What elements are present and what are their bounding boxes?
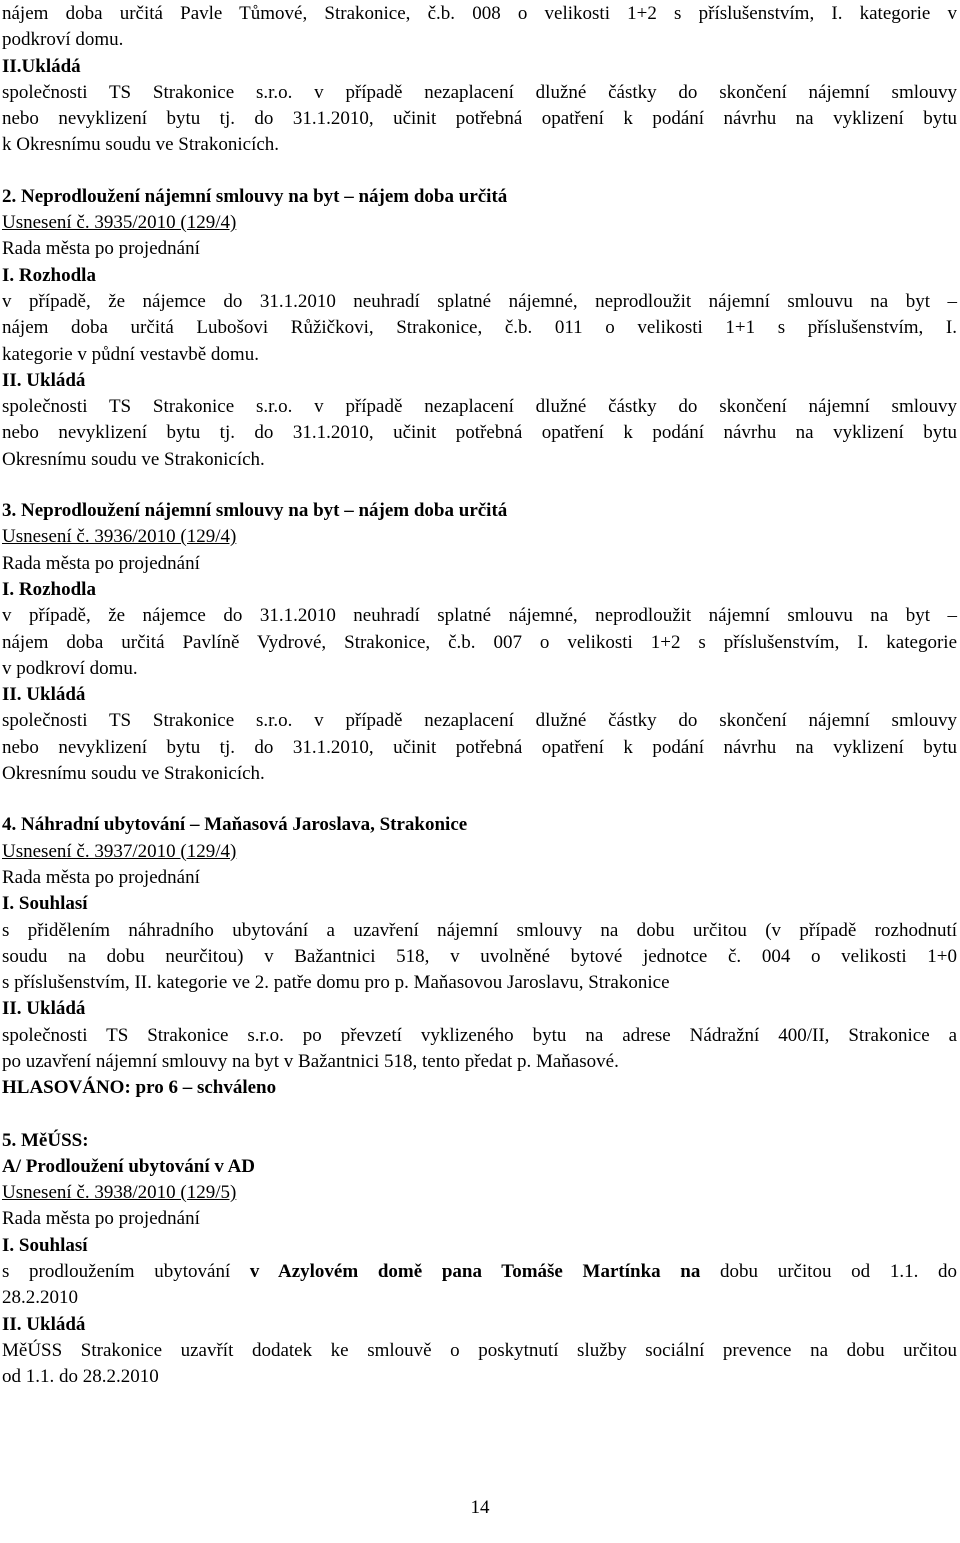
body-line: v podkroví domu. (2, 657, 138, 679)
ukl-heading: II. Ukládá (2, 1313, 86, 1335)
body-line: nájem doba určitá Lubošovi Růžičkovi, Strakonice, č.b. 011 o velikosti 1+1 s příslušenstvím, I. (2, 317, 957, 339)
section-subtitle: A/ Prodloužení ubytování v AD (2, 1155, 256, 1177)
ukl-heading: II. Ukládá (2, 684, 86, 706)
document-body (2, 1, 957, 1391)
decision-heading: I. Rozhodla (2, 264, 96, 286)
body-line: společnosti TS Strakonice s.r.o. v případě nezaplacení dlužné částky do skončení nájemní smlouvy (2, 81, 957, 103)
intro-line: podkroví domu. (2, 29, 124, 51)
body-line: v případě, že nájemce do 31.1.2010 neuhradí splatné nájemné, neprodloužit nájemní smlouvu na byt – (2, 290, 957, 312)
body-line: MěÚSS Strakonice uzavřít dodatek ke smlouvě o poskytnutí služby sociální prevence na dobu určitou (2, 1339, 957, 1361)
body-line: s přidělením náhradního ubytování a uzavření nájemní smlouvy na dobu určitou (v případě rozhodnutí (2, 919, 957, 941)
resolution-number: Usnesení č. 3935/2010 (129/4) (2, 212, 237, 234)
section-gap (2, 787, 957, 812)
text-run-bold: v Azylovém domě pana Tomáše Martínka na (249, 1261, 701, 1283)
section-gap (2, 159, 957, 184)
text-run: s prodloužením ubytování (2, 1261, 250, 1283)
body-line: nebo nevyklizení bytu tj. do 31.1.2010, učinit potřebná opatření k podání návrhu na vyklizení bytu (2, 108, 957, 130)
body-line: v případě, že nájemce do 31.1.2010 neuhradí splatné nájemné, neprodloužit nájemní smlouvu na byt – (2, 605, 957, 627)
section-title: 4. Náhradní ubytování – Maňasová Jaroslava, Strakonice (2, 814, 468, 836)
ukl-heading: II. Ukládá (2, 998, 86, 1020)
ukl-heading: II. Ukládá (2, 369, 86, 391)
vote-result: HLASOVÁNO: pro 6 – schváleno (2, 1077, 277, 1099)
section-title: 2. Neprodloužení nájemní smlouvy na byt – nájem doba určitá (2, 185, 508, 207)
decision-heading: I. Souhlasí (2, 893, 88, 915)
section-title: 5. MěÚSS: (2, 1129, 89, 1151)
body-line: od 1.1. do 28.2.2010 (2, 1366, 159, 1388)
council-line: Rada města po projednání (2, 238, 200, 260)
body-line: kategorie v půdní vestavbě domu. (2, 343, 259, 365)
body-line: Okresnímu soudu ve Strakonicích. (2, 763, 265, 785)
decision-heading: I. Rozhodla (2, 578, 96, 600)
body-line: společnosti TS Strakonice s.r.o. v případě nezaplacení dlužné částky do skončení nájemní smlouvy (2, 710, 957, 732)
body-line: nebo nevyklizení bytu tj. do 31.1.2010, učinit potřebná opatření k podání návrhu na vyklizení bytu (2, 736, 957, 758)
body-line: společnosti TS Strakonice s.r.o. v případě nezaplacení dlužné částky do skončení nájemní smlouvy (2, 396, 957, 418)
text-run: dobu určitou od 1.1. do (700, 1261, 957, 1283)
body-line: nájem doba určitá Pavlíně Vydrové, Strakonice, č.b. 007 o velikosti 1+2 s příslušenstvím, I. kategorie (2, 631, 957, 653)
council-line: Rada města po projednání (2, 1208, 200, 1230)
section-gap (2, 1102, 957, 1128)
body-line: společnosti TS Strakonice s.r.o. po převzetí vyklizeného bytu na adrese Nádražní 400/II, Strakonice a (2, 1024, 957, 1046)
body-line: soudu na dobu neurčitou) v Bažantnici 518, v uvolněné bytové jednotce č. 004 o velikosti 1+0 (2, 945, 957, 967)
resolution-number: Usnesení č. 3936/2010 (129/4) (2, 526, 237, 548)
body-line: k Okresnímu soudu ve Strakonicích. (2, 134, 280, 156)
section-title: 3. Neprodloužení nájemní smlouvy na byt – nájem doba určitá (2, 500, 508, 522)
body-line: nebo nevyklizení bytu tj. do 31.1.2010, učinit potřebná opatření k podání návrhu na vyklizení bytu (2, 422, 957, 444)
body-line: Okresnímu soudu ve Strakonicích. (2, 448, 265, 470)
decision-heading: I. Souhlasí (2, 1234, 88, 1256)
page-number: 14 (470, 1497, 490, 1518)
body-line: po uzavření nájemní smlouvy na byt v Bažantnici 518, tento předat p. Maňasové. (2, 1050, 619, 1072)
resolution-number: Usnesení č. 3938/2010 (129/5) (2, 1182, 237, 1204)
resolution-number: Usnesení č. 3937/2010 (129/4) (2, 840, 237, 862)
body-line: 28.2.2010 (2, 1287, 78, 1309)
council-line: Rada města po projednání (2, 552, 200, 574)
intro-line: nájem doba určitá Pavle Tůmové, Strakonice, č.b. 008 o velikosti 1+2 s příslušenstvím, I. kategorie v (2, 3, 957, 24)
body-line: s příslušenstvím, II. kategorie ve 2. patře domu pro p. Maňasovou Jaroslavu, Strakonice (2, 972, 670, 994)
section-gap (2, 473, 957, 498)
body-line (2, 1259, 957, 1285)
ukl-heading: II.Ukládá (2, 55, 81, 77)
council-line: Rada města po projednání (2, 866, 200, 888)
